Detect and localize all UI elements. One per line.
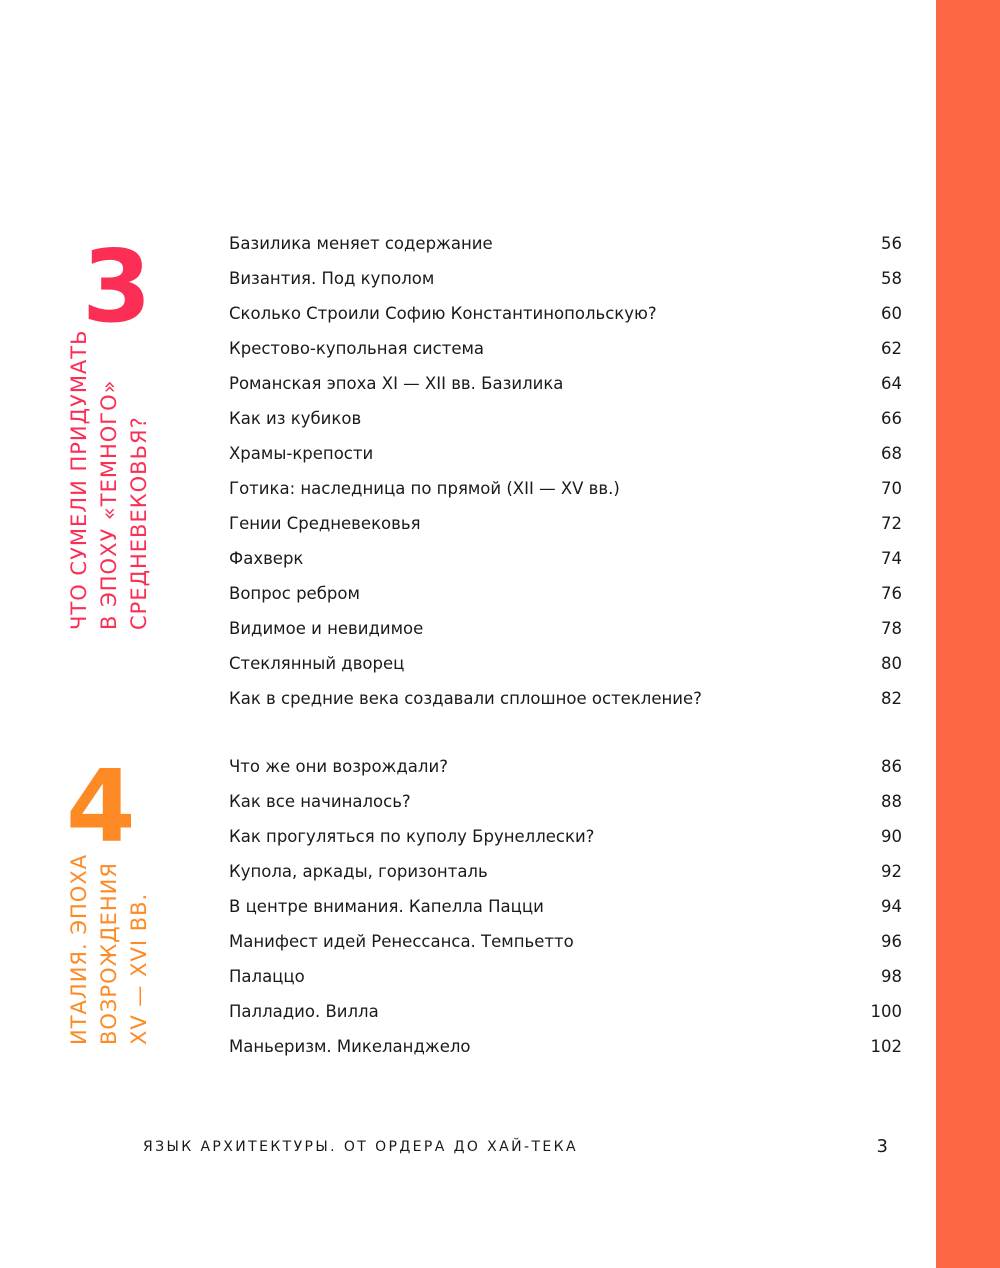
- toc-entry-page: 56: [881, 234, 902, 253]
- toc-entry-title: Византия. Под куполом: [229, 269, 435, 288]
- toc-entry-title: Гении Средневековья: [229, 514, 421, 533]
- toc-entry-title: Вопрос ребром: [229, 584, 360, 603]
- chapter-4-number: 4: [66, 748, 136, 865]
- toc-entry-page: 88: [881, 792, 902, 811]
- toc-entry-page: 82: [881, 689, 902, 708]
- page-number: 3: [876, 1136, 888, 1157]
- toc-entry-title: Храмы-крепости: [229, 444, 374, 463]
- toc-entry[interactable]: [229, 514, 902, 549]
- toc-entry-page: 64: [881, 374, 902, 393]
- chapter-3-title-line-3: СРЕДНЕВЕКОВЬЯ?: [127, 416, 151, 630]
- chapter-3-toc: [229, 234, 902, 724]
- toc-entry-page: 96: [881, 932, 902, 951]
- toc-entry[interactable]: [229, 269, 902, 304]
- book-title-footer: ЯЗЫК АРХИТЕКТУРЫ. ОТ ОРДЕРА ДО ХАЙ-ТЕКА: [143, 1139, 578, 1155]
- chapter-3-title-line-1: ЧТО СУМЕЛИ ПРИДУМАТЬ: [67, 329, 91, 630]
- toc-entry-page: 98: [881, 967, 902, 986]
- toc-entry-title: Маньеризм. Микеланджело: [229, 1037, 471, 1056]
- toc-entry-page: 100: [870, 1002, 902, 1021]
- toc-entry[interactable]: [229, 374, 902, 409]
- toc-entry-title: В центре внимания. Капелла Пацци: [229, 897, 544, 916]
- toc-entry-title: Романская эпоха XI — XII вв. Базилика: [229, 374, 564, 393]
- toc-entry-page: 86: [881, 757, 902, 776]
- chapter-4-title: [64, 854, 154, 1045]
- toc-entry-title: Палаццо: [229, 967, 305, 986]
- toc-entry-title: Крестово-купольная система: [229, 339, 485, 358]
- toc-entry-page: 58: [881, 269, 902, 288]
- toc-entry-title: Как из кубиков: [229, 409, 362, 428]
- toc-entry[interactable]: [229, 304, 902, 339]
- chapter-4-title-line-3: XV — XVI ВВ.: [127, 892, 151, 1045]
- decorative-side-bar: [936, 0, 1000, 1268]
- toc-entry[interactable]: [229, 549, 902, 584]
- toc-entry-title: Палладио. Вилла: [229, 1002, 379, 1021]
- toc-entry[interactable]: [229, 654, 902, 689]
- toc-entry[interactable]: [229, 757, 902, 792]
- toc-entry-page: 66: [881, 409, 902, 428]
- toc-entry-title: Видимое и невидимое: [229, 619, 424, 638]
- toc-entry-page: 74: [881, 549, 902, 568]
- toc-entry-title: Сколько Строили Софию Константинопольскую?: [229, 304, 657, 323]
- chapter-3-title-line-2: В ЭПОХУ «ТЕМНОГО»: [97, 379, 121, 630]
- toc-entry-title: Готика: наследница по прямой (XII — XV вв.): [229, 479, 620, 498]
- toc-entry-page: 94: [881, 897, 902, 916]
- toc-entry-page: 80: [881, 654, 902, 673]
- chapter-3-number: 3: [82, 228, 152, 345]
- toc-entry[interactable]: [229, 234, 902, 269]
- toc-entry[interactable]: [229, 1037, 902, 1072]
- toc-entry[interactable]: [229, 1002, 902, 1037]
- toc-entry[interactable]: [229, 619, 902, 654]
- chapter-3-title: [64, 329, 154, 630]
- chapter-4-title-line-2: ВОЗРОЖДЕНИЯ: [97, 862, 121, 1045]
- toc-entry-title: Стеклянный дворец: [229, 654, 405, 673]
- toc-entry-page: 78: [881, 619, 902, 638]
- toc-entry[interactable]: [229, 444, 902, 479]
- toc-entry[interactable]: [229, 932, 902, 967]
- toc-entry-title: Базилика меняет содержание: [229, 234, 493, 253]
- toc-entry[interactable]: [229, 862, 902, 897]
- toc-entry-page: 72: [881, 514, 902, 533]
- toc-entry[interactable]: [229, 827, 902, 862]
- toc-entry-page: 70: [881, 479, 902, 498]
- toc-entry-page: 60: [881, 304, 902, 323]
- toc-entry-title: Фахверк: [229, 549, 304, 568]
- toc-entry-page: 76: [881, 584, 902, 603]
- toc-entry-page: 92: [881, 862, 902, 881]
- toc-entry-page: 62: [881, 339, 902, 358]
- toc-entry-title: Манифест идей Ренессанса. Темпьетто: [229, 932, 574, 951]
- toc-entry-title: Что же они возрождали?: [229, 757, 448, 776]
- toc-entry[interactable]: [229, 409, 902, 444]
- chapter-4-toc: [229, 757, 902, 1072]
- toc-entry-title: Как все начиналось?: [229, 792, 411, 811]
- toc-entry[interactable]: [229, 897, 902, 932]
- toc-entry-page: 90: [881, 827, 902, 846]
- chapter-4-title-line-1: ИТАЛИЯ. ЭПОХА: [67, 853, 91, 1045]
- toc-entry-page: 102: [870, 1037, 902, 1056]
- toc-entry[interactable]: [229, 689, 902, 724]
- toc-entry[interactable]: [229, 967, 902, 1002]
- toc-entry-page: 68: [881, 444, 902, 463]
- toc-entry[interactable]: [229, 479, 902, 514]
- toc-entry[interactable]: [229, 792, 902, 827]
- toc-entry-title: Как прогуляться по куполу Брунеллески?: [229, 827, 595, 846]
- toc-entry[interactable]: [229, 339, 902, 374]
- toc-entry[interactable]: [229, 584, 902, 619]
- toc-entry-title: Купола, аркады, горизонталь: [229, 862, 488, 881]
- toc-entry-title: Как в средние века создавали сплошное остекление?: [229, 689, 702, 708]
